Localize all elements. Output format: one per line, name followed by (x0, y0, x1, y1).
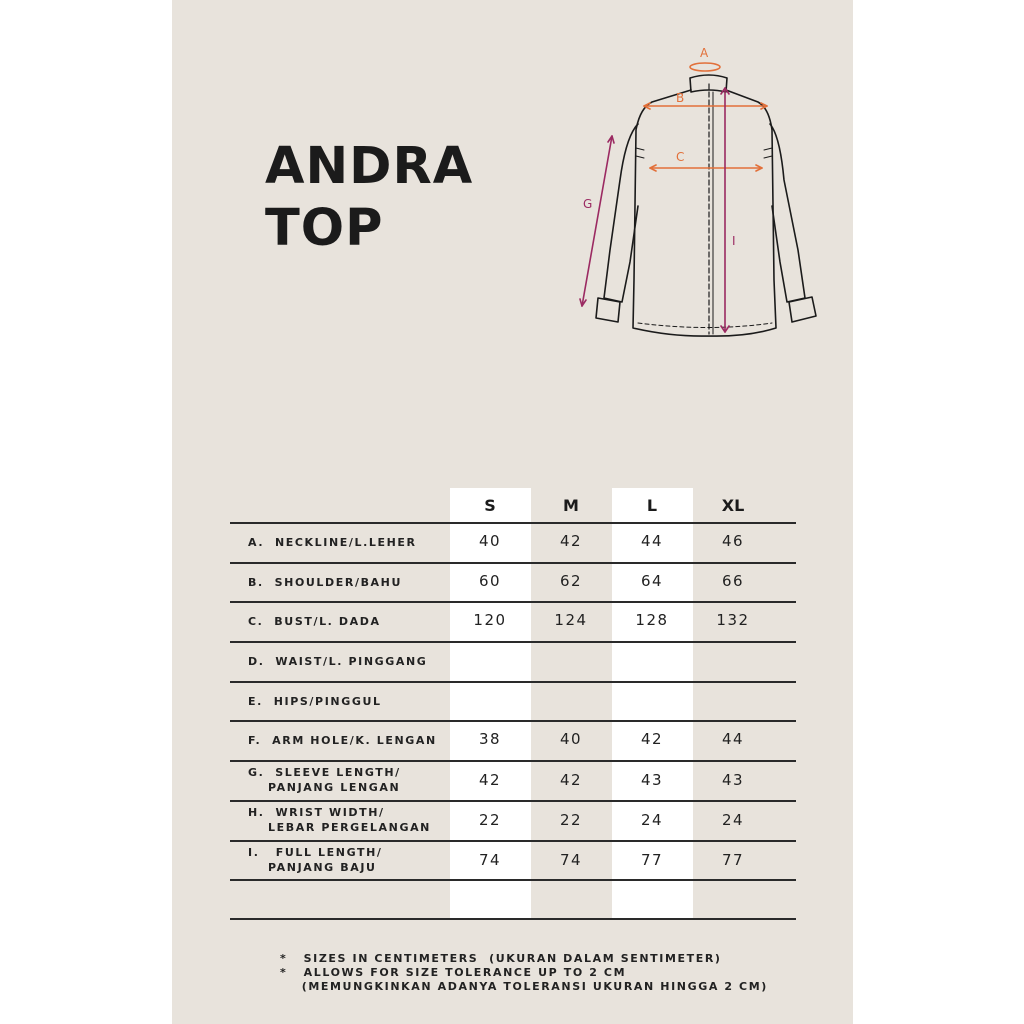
row-label (248, 575, 448, 590)
table-cell: 66 (721, 572, 745, 590)
table-cell: 46 (721, 532, 745, 550)
column-header-2: L (646, 496, 658, 515)
table-divider (230, 641, 796, 643)
row-label (248, 535, 448, 550)
table-cell: 40 (478, 532, 502, 550)
column-header-3: XL (721, 496, 745, 515)
row-label-line1: G. SLEEVE LENGTH/ (248, 766, 401, 779)
row-label-line1: H. WRIST WIDTH/ (248, 806, 385, 819)
table-cell: 38 (478, 730, 502, 748)
row-label-line1: I. FULL LENGTH/ (248, 846, 383, 859)
product-title-line1: ANDRA (265, 137, 474, 196)
table-divider (230, 562, 796, 564)
column-header-1: M (563, 496, 579, 515)
row-label (248, 694, 448, 709)
table-cell: 42 (559, 532, 583, 550)
row-label (248, 733, 448, 748)
table-cell: 42 (640, 730, 664, 748)
table-cell: 77 (721, 851, 745, 869)
table-divider (230, 760, 796, 762)
table-cell: 42 (559, 771, 583, 789)
product-title-line2: TOP (265, 199, 384, 258)
row-label-line2: PANJANG LENGAN (268, 781, 401, 794)
row-label-line1: E. HIPS/PINGGUL (248, 695, 382, 708)
table-cell: 24 (721, 811, 745, 829)
row-label-line1: C. BUST/L. DADA (248, 615, 381, 628)
table-cell: 44 (721, 730, 745, 748)
table-cell: 43 (640, 771, 664, 789)
right-sleeve-outline (770, 124, 805, 302)
table-cell: 42 (478, 771, 502, 789)
table-divider (230, 522, 796, 524)
table-divider (230, 840, 796, 842)
table-divider (230, 800, 796, 802)
label-a: A (700, 46, 709, 60)
collar-outline (690, 75, 727, 92)
table-cell: 22 (478, 811, 502, 829)
table-cell: 128 (635, 611, 669, 629)
shirt-body-outline (633, 90, 776, 336)
row-label-line2: PANJANG BAJU (268, 861, 377, 874)
table-cell: 124 (554, 611, 588, 629)
table-cell: 43 (721, 771, 745, 789)
label-g: G (583, 197, 593, 211)
row-label (248, 805, 448, 835)
note-line-1: * SIZES IN CENTIMETERS (UKURAN DALAM SENTIMETER) (280, 952, 722, 965)
table-cell: 77 (640, 851, 664, 869)
shirt-measurement-diagram (572, 40, 832, 340)
table-divider (230, 879, 796, 881)
table-cell: 24 (640, 811, 664, 829)
row-label (248, 765, 448, 795)
row-label-line2: LEBAR PERGELANGAN (268, 821, 431, 834)
row-label (248, 845, 448, 875)
note-line-2: * ALLOWS FOR SIZE TOLERANCE UP TO 2 CM (280, 966, 627, 979)
table-divider (230, 918, 796, 920)
table-cell: 132 (716, 611, 750, 629)
label-i: I (732, 234, 736, 248)
row-label (248, 654, 448, 669)
left-cuff (596, 298, 620, 322)
table-cell: 22 (559, 811, 583, 829)
table-cell: 74 (478, 851, 502, 869)
row-label-line1: F. ARM HOLE/K. LENGAN (248, 734, 437, 747)
table-cell: 62 (559, 572, 583, 590)
table-cell: 40 (559, 730, 583, 748)
size-notes (280, 952, 768, 994)
product-title (265, 136, 473, 260)
column-header-0: S (484, 496, 496, 515)
table-divider (230, 720, 796, 722)
table-divider (230, 601, 796, 603)
row-label (248, 614, 448, 629)
table-cell: 120 (473, 611, 507, 629)
table-cell: 74 (559, 851, 583, 869)
row-label-line1: D. WAIST/L. PINGGANG (248, 655, 428, 668)
table-cell: 44 (640, 532, 664, 550)
table-divider (230, 681, 796, 683)
table-cell: 64 (640, 572, 664, 590)
row-label-line1: A. NECKLINE/L.LEHER (248, 536, 417, 549)
right-cuff (789, 297, 816, 322)
table-cell: 60 (478, 572, 502, 590)
label-c: C (676, 150, 685, 164)
note-line-3: (MEMUNGKINKAN ADANYA TOLERANSI UKURAN HINGGA 2 CM) (280, 980, 768, 993)
label-b: B (676, 91, 685, 105)
row-label-line1: B. SHOULDER/BAHU (248, 576, 403, 589)
